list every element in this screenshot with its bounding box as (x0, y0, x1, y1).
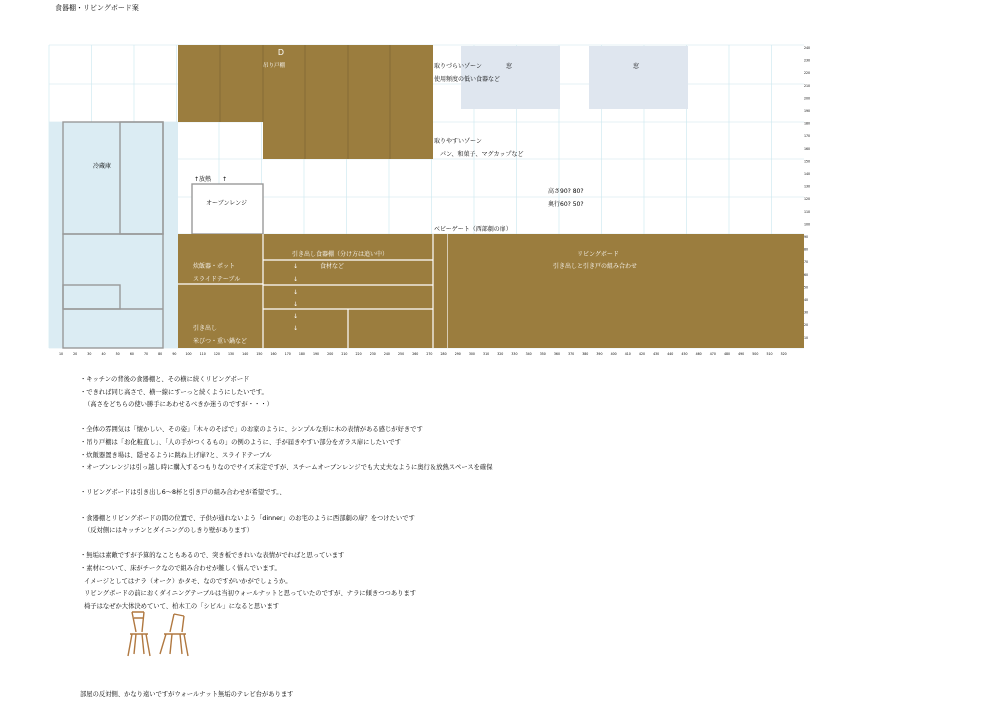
y-tick-label: 10 (804, 335, 809, 340)
x-tick-label: 480 (723, 352, 731, 356)
x-tick-label: 100 (185, 352, 192, 356)
x-tick-label: 90 (172, 352, 177, 356)
x-tick-label: 420 (638, 352, 646, 356)
low-use-label: 使用頻度の低い食器など (434, 76, 501, 83)
living-board-label: リビングボード (577, 251, 619, 258)
x-tick-label: 460 (695, 352, 702, 356)
note-line (80, 638, 980, 651)
easy-reach-label: 取りやすいゾーン (434, 138, 482, 145)
y-tick-label: 120 (804, 197, 811, 202)
x-tick-label: 370 (568, 352, 575, 356)
y-tick-label: 90 (804, 235, 809, 239)
hard-reach-label: 取りづらいゾーン (434, 63, 482, 70)
x-tick-label: 110 (199, 352, 206, 356)
x-tick-label: 200 (327, 352, 334, 356)
x-tick-label: 30 (87, 352, 92, 356)
x-tick-label: 230 (369, 352, 376, 356)
x-tick-label: 270 (426, 352, 433, 356)
x-tick-label: 50 (115, 352, 120, 356)
notes-list (80, 374, 980, 701)
x-tick-label: 60 (129, 352, 134, 356)
note-line: ・無垢は素敵ですが予算的なこともあるので、突き板できれいな表情がでればと思っています (80, 552, 345, 560)
size-height-label: 高さ90? 80? (548, 188, 584, 195)
x-tick-label: 120 (213, 352, 220, 356)
note-line: （高さをどちらの使い勝手にあわせるべきか迷うのですが・・・） (84, 401, 273, 409)
x-tick-label: 310 (483, 352, 490, 356)
y-scale (804, 46, 810, 340)
note-line (80, 651, 980, 664)
chair-illustration (124, 610, 194, 660)
size-depth-label: 奥行60? 50? (548, 201, 584, 208)
note-line: イメージとしてはナラ（オーク）かタモ、なのですがいかがでしょうか。 (84, 577, 292, 585)
y-tick-label: 40 (804, 298, 809, 302)
x-tick-label: 350 (539, 352, 546, 356)
rice-pan-label: 米びつ・重い鍋など (193, 338, 248, 345)
y-tick-label: 230 (804, 58, 811, 63)
x-tick-label: 140 (242, 352, 249, 356)
hanging-sub-label: 吊り戸棚 (263, 63, 286, 69)
down-arrow-1: ↓ (293, 263, 299, 270)
x-tick-label: 510 (766, 352, 773, 356)
y-tick-label: 210 (804, 83, 811, 88)
x-tick-label: 130 (227, 352, 235, 356)
living-board-sub-label: 引き出しと引き戸の組み合わせ (552, 263, 638, 270)
rice-cooker-cabinet (178, 234, 263, 348)
x-tick-label: 190 (313, 352, 320, 356)
x-tick-label: 520 (780, 352, 787, 356)
x-tick-label: 490 (738, 352, 745, 356)
y-tick-label: 190 (804, 109, 811, 113)
oven-label: オーブンレンジ (206, 200, 248, 207)
note-line: ・リビングボードは引き出し6～8杯と引き戸の組み合わせが希望です。、 (80, 489, 286, 497)
window-1-label: 窓 (506, 63, 513, 70)
x-tick-label: 300 (468, 352, 475, 356)
note-line: ・炊飯器置き場は、隠せるように跳ね上げ扉?と、スライドテーブル (80, 451, 272, 459)
x-tick-label: 150 (256, 352, 263, 356)
y-tick-label: 60 (804, 272, 809, 277)
y-tick-label: 110 (804, 209, 811, 214)
hanging-cupboard (178, 45, 433, 122)
fridge-label: 冷蔵庫 (93, 163, 112, 170)
y-tick-label: 100 (804, 222, 811, 227)
x-tick-label: 10 (58, 352, 64, 356)
x-tick-label: 440 (667, 352, 674, 356)
note-line (80, 475, 980, 488)
slide-table-label: スライドテーブル (193, 276, 241, 283)
y-tick-label: 130 (804, 184, 811, 189)
y-tick-label: 200 (804, 96, 811, 101)
easy-items-label: パン、和菓子、マグカップなど (440, 151, 524, 158)
note-line: ・吊り戸棚は「お化粧直し」、「人の手がつくるもの」の例のように、手が届きやすい部分をガラス扉にしたいです (80, 438, 401, 446)
x-tick-label: 360 (553, 352, 560, 356)
window-2-label: 窓 (633, 63, 640, 70)
x-tick-label: 470 (709, 352, 716, 356)
page-title: 食器棚・リビングボード案 (55, 4, 139, 12)
y-tick-label: 240 (804, 46, 811, 50)
y-tick-label: 150 (804, 159, 811, 164)
rice-pot-label: 炊飯器・ポット (193, 263, 236, 270)
note-line: ・できれば同じ高さで、横一線にすーっと続くようにしたいです。 (80, 388, 268, 396)
y-tick-label: 30 (804, 310, 809, 315)
note-line: ・オーブンレンジは引っ越し時に購入するつもりなのでサイズ未定ですが、スチームオーブンレンジでも大丈夫なように奥行＆放熱スペースを確保 (80, 464, 493, 472)
note-line (80, 626, 980, 639)
x-tick-label: 180 (298, 352, 305, 356)
x-tick-label: 400 (610, 352, 617, 356)
y-tick-label: 220 (804, 71, 811, 76)
note-line: 椅子はなぜか大体決めていて、柏木工の「シビル」になると思います (84, 602, 280, 610)
x-tick-label: 450 (681, 352, 688, 356)
y-tick-label: 140 (804, 172, 811, 176)
drawer-bottom-label: 引き出し (193, 325, 218, 332)
y-tick-label: 170 (804, 134, 811, 139)
x-tick-label: 70 (143, 352, 149, 356)
x-tick-label: 250 (398, 352, 405, 356)
note-line (80, 538, 980, 551)
note-line: ・食器棚とリビングボードの間の位置で、子供が通れないよう「dinner」のお宅のように西部劇の扉？をつけたいです (80, 514, 415, 522)
fridge-zone (49, 122, 178, 348)
x-tick-label: 80 (158, 352, 163, 356)
x-tick-label: 160 (270, 352, 277, 356)
y-tick-label: 20 (804, 323, 809, 328)
note-line (80, 412, 980, 425)
living-board (448, 234, 804, 348)
x-tick-label: 40 (101, 352, 106, 356)
y-tick-label: 70 (804, 260, 809, 265)
x-tick-label: 220 (355, 352, 362, 356)
down-arrow-4: ↓ (293, 301, 299, 308)
x-tick-label: 330 (511, 352, 518, 356)
window-2 (589, 46, 688, 109)
heat-arrow: ↑ (222, 176, 228, 183)
note-line (80, 613, 980, 626)
x-tick-label: 340 (525, 352, 532, 356)
x-tick-label: 170 (284, 352, 291, 356)
oven-range-box (192, 184, 263, 234)
note-line (80, 664, 980, 677)
baby-gate-label: ベビーゲート（西部劇の扉） (434, 226, 512, 233)
food-label: 食材など (320, 263, 345, 270)
x-tick-label: 20 (73, 352, 78, 356)
y-tick-label: 160 (804, 146, 811, 151)
drawer-title-label: 引き出し食器棚（分け方は追い中） (292, 251, 389, 258)
x-tick-label: 280 (440, 352, 447, 356)
down-arrow-3: ↓ (293, 289, 299, 296)
x-tick-label: 290 (454, 352, 461, 356)
x-tick-label: 320 (497, 352, 504, 356)
note-line: ・素材について、床がチークなので組み合わせが難しく悩んでいます。 (80, 564, 281, 572)
down-arrow-6: ↓ (293, 325, 299, 332)
x-scale (59, 352, 787, 356)
x-tick-label: 380 (582, 352, 589, 356)
x-tick-label: 410 (624, 352, 631, 356)
x-tick-label: 210 (341, 352, 348, 356)
x-tick-label: 500 (752, 352, 759, 356)
x-tick-label: 390 (596, 352, 603, 356)
x-tick-label: 240 (383, 352, 390, 356)
note-line (80, 676, 980, 689)
hanging-label: D (277, 48, 285, 57)
note-line: ・全体の雰囲気は「懐かしい、その姿」「木々のそばで」のお家のように、シンプルな形に木の表情がある感じが好きです (80, 426, 423, 434)
x-tick-label: 430 (653, 352, 660, 356)
y-tick-label: 80 (804, 247, 809, 252)
baby-gate (433, 234, 448, 348)
note-line: ・キッチンの背後の食器棚と、その横に続くリビングボード (80, 376, 250, 383)
note-line (80, 500, 980, 513)
y-tick-label: 50 (804, 285, 809, 290)
down-arrow-2: ↓ (293, 276, 299, 283)
down-arrow-5: ↓ (293, 313, 299, 320)
y-tick-label: 180 (804, 121, 811, 126)
note-line: 部屋の反対側、かなり遠いですがウォールナット無垢のテレビ台があります (80, 690, 294, 698)
heat-label: ↑放熱 (194, 176, 212, 183)
note-line: （反対側にはキッチンとダイニングのしきり壁があります） (84, 527, 254, 535)
x-tick-label: 260 (412, 352, 419, 356)
note-line: リビングボードの前におくダイニングテーブルは当初ウォールナットと思っていたのですが、ナラに傾きつつあります (84, 590, 417, 598)
